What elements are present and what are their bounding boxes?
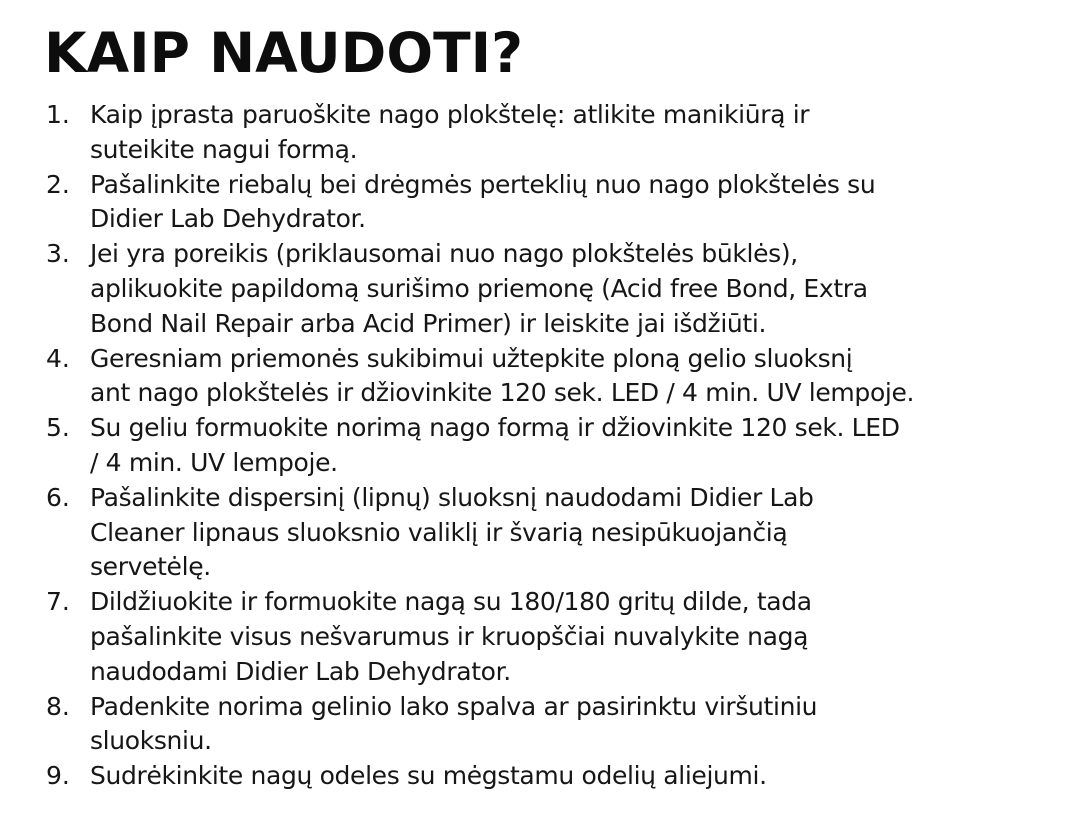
step-number: 5.	[46, 413, 70, 443]
step-item	[46, 585, 1066, 689]
step-text-line: Padenkite norima gelinio lako spalva ar pasirinktu viršutiniu	[90, 691, 818, 721]
step-number: 9.	[46, 761, 70, 791]
step-text-line: Pašalinkite dispersinį (lipnų) sluoksnį naudodami Didier Lab	[90, 482, 814, 512]
step-text-line: aplikuokite papildomą surišimo priemonę (Acid free Bond, Extra	[90, 273, 868, 303]
step-text-line: Cleaner lipnaus sluoksnio valiklį ir švarią nesipūkuojančią	[90, 517, 788, 547]
step-text-line: Jei yra poreikis (priklausomai nuo nago plokštelės būklės),	[90, 239, 798, 269]
step-text-line: Kaip įprasta paruoškite nago plokštelę: atlikite manikiūrą ir	[90, 100, 810, 129]
steps-list	[46, 98, 1066, 794]
step-text-line: pašalinkite visus nešvarumus ir kruopščiai nuvalykite nagą	[90, 621, 809, 651]
step-text	[90, 690, 1066, 760]
step-text	[90, 342, 1066, 412]
step-text	[90, 168, 1066, 238]
step-text-line: suteikite nagui formą.	[90, 134, 358, 164]
step-text	[90, 481, 1066, 585]
step-text-line: Bond Nail Repair arba Acid Primer) ir leiskite jai išdžiūti.	[90, 308, 767, 338]
step-item	[46, 168, 1066, 238]
step-number: 2.	[46, 169, 70, 199]
step-item	[46, 411, 1066, 481]
step-item	[46, 759, 1066, 794]
step-item	[46, 481, 1066, 585]
step-item	[46, 342, 1066, 412]
step-number: 1.	[46, 100, 70, 129]
step-text-line: / 4 min. UV lempoje.	[90, 447, 338, 477]
page-title: KAIP NAUDOTI?	[44, 21, 523, 85]
step-text-line: Sudrėkinkite nagų odeles su mėgstamu odelių aliejumi.	[90, 761, 767, 791]
step-item	[46, 690, 1066, 760]
step-text	[90, 237, 1066, 341]
step-text-line: sluoksniu.	[90, 726, 212, 756]
step-number: 7.	[46, 587, 70, 617]
step-number: 8.	[46, 691, 70, 721]
step-text-line: Didier Lab Dehydrator.	[90, 204, 366, 234]
step-number: 4.	[46, 343, 70, 373]
step-text	[90, 98, 1066, 168]
step-text-line: Su geliu formuokite norimą nago formą ir džiovinkite 120 sek. LED	[90, 413, 900, 443]
step-text-line: naudodami Didier Lab Dehydrator.	[90, 656, 511, 686]
step-text-line: Geresniam priemonės sukibimui užtepkite ploną gelio sluoksnį	[90, 343, 853, 373]
step-number: 3.	[46, 239, 70, 269]
step-item	[46, 237, 1066, 341]
step-text	[90, 759, 1066, 794]
step-item	[46, 98, 1066, 168]
step-text-line: Dildžiuokite ir formuokite nagą su 180/180 gritų dilde, tada	[90, 587, 812, 617]
step-text	[90, 585, 1066, 689]
step-text-line: servetėlę.	[90, 552, 211, 582]
step-number: 6.	[46, 482, 70, 512]
step-text-line: Pašalinkite riebalų bei drėgmės perteklių nuo nago plokštelės su	[90, 169, 876, 199]
step-text-line: ant nago plokštelės ir džiovinkite 120 sek. LED / 4 min. UV lempoje.	[90, 378, 915, 408]
step-text	[90, 411, 1066, 481]
